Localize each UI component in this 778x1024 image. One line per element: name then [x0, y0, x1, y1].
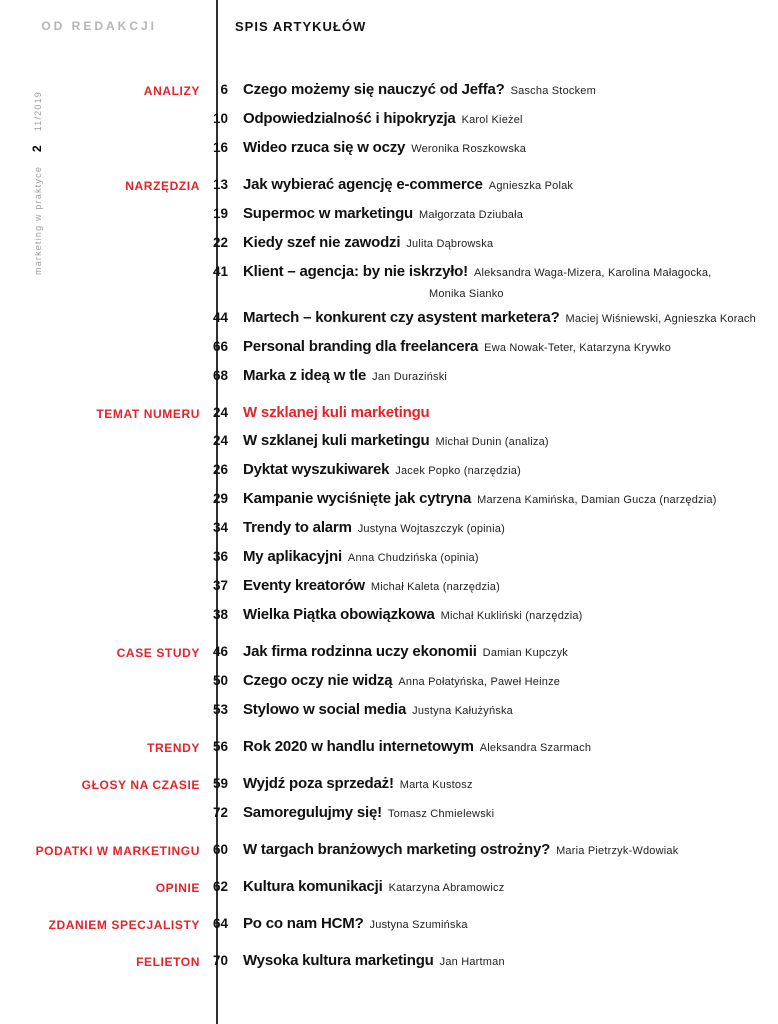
toc-entry [213, 775, 762, 794]
toc-section [0, 176, 762, 396]
entry-title: Trendy to alarm [243, 519, 352, 536]
toc-entry [213, 952, 762, 971]
toc-entry [213, 577, 762, 596]
entry-page-number: 36 [213, 549, 229, 564]
entry-authors: Weronika Roszkowska [411, 143, 527, 155]
toc-entry [213, 176, 762, 195]
section-label: CASE STUDY [116, 646, 200, 660]
entry-text [243, 205, 523, 224]
entry-page-number: 19 [213, 206, 229, 221]
entry-title: Po co nam HCM? [243, 915, 364, 932]
entry-page-number: 46 [213, 644, 229, 659]
spine-magazine-title: marketing w praktyce [33, 165, 43, 275]
entry-authors: Małgorzata Dziubała [419, 209, 524, 221]
toc-entry [213, 309, 762, 328]
entry-text [243, 548, 479, 567]
entry-page-number: 70 [213, 953, 229, 968]
entry-authors: Damian Kupczyk [482, 647, 569, 659]
toc-entry [213, 701, 762, 720]
entry-authors: Katarzyna Abramowicz [388, 882, 505, 894]
entry-page-number: 53 [213, 702, 229, 717]
toc-entry [213, 804, 762, 823]
entry-authors: Anna Chudzińska (opinia) [347, 552, 479, 564]
entry-title: W szklanej kuli marketingu [243, 404, 430, 421]
entry-text [243, 338, 671, 357]
entry-page-number: 62 [213, 879, 229, 894]
section-label: ANALIZY [143, 84, 200, 98]
entry-text [243, 367, 447, 386]
section-entries [213, 738, 762, 767]
entry-text [243, 490, 717, 509]
toc-entry [213, 672, 762, 691]
toc-section [0, 81, 762, 168]
toc-entry [213, 432, 762, 451]
entry-title: Wyjdź poza sprzedaż! [243, 775, 394, 792]
entry-text [243, 672, 560, 691]
entry-title: Martech – konkurent czy asystent marketera? [243, 309, 560, 326]
entry-title: Supermoc w marketingu [243, 205, 414, 222]
toc-entry [213, 548, 762, 567]
entry-authors: Michał Kukliński (narzędzia) [440, 610, 583, 622]
entry-page-number: 56 [213, 739, 229, 754]
toc-entry [213, 915, 762, 934]
section-entries [213, 952, 762, 981]
section-label: NARZĘDZIA [125, 179, 200, 193]
entry-text [243, 519, 505, 538]
entry-title: Samoregulujmy się! [243, 804, 382, 821]
entry-text [243, 404, 430, 422]
entry-title: Jak firma rodzinna uczy ekonomii [243, 643, 477, 660]
section-label: GŁOSY NA CZASIE [81, 778, 200, 792]
section-entries [213, 643, 762, 730]
entry-authors: Justyna Szumińska [369, 919, 468, 931]
toc-entry [213, 461, 762, 480]
table-of-contents [0, 81, 762, 989]
entry-page-number: 59 [213, 776, 229, 791]
entry-authors: Agnieszka Polak [488, 180, 574, 192]
toc-entry [213, 490, 762, 509]
section-label: PODATKI W MARKETINGU [35, 844, 200, 858]
entry-page-number: 44 [213, 310, 229, 325]
entry-authors: Julita Dąbrowska [406, 238, 494, 250]
entry-authors: Maciej Wiśniewski, Agnieszka Korach [565, 313, 756, 325]
entry-title: Czego oczy nie widzą [243, 672, 393, 689]
section-label: ZDANIEM SPECJALISTY [48, 918, 200, 932]
section-entries [213, 81, 762, 168]
toc-section [0, 915, 762, 944]
toc-entry [213, 139, 762, 158]
entry-page-number: 64 [213, 916, 229, 931]
section-entries [213, 878, 762, 907]
entry-title: Dyktat wyszukiwarek [243, 461, 390, 478]
entry-title: Wysoka kultura marketingu [243, 952, 434, 969]
entry-title: W szklanej kuli marketingu [243, 432, 430, 449]
section-entries [213, 775, 762, 833]
section-label: TRENDY [147, 741, 200, 755]
entry-text [243, 643, 568, 662]
section-header-od-redakcji: OD REDAKCJI [41, 19, 157, 33]
toc-section [0, 404, 762, 635]
entry-text [243, 263, 711, 303]
entry-text [243, 775, 473, 794]
entry-text [243, 176, 573, 195]
toc-entry [213, 110, 762, 129]
entry-page-number: 66 [213, 339, 229, 354]
section-label: OPINIE [155, 881, 200, 895]
entry-title: Odpowiedzialność i hipokryzja [243, 110, 456, 127]
entry-title: Personal branding dla freelancera [243, 338, 479, 355]
toc-entry [213, 263, 762, 303]
entry-text [243, 309, 756, 328]
entry-authors: Jan Duraziński [372, 371, 448, 383]
entry-authors: Marta Kustosz [399, 779, 473, 791]
entry-text [243, 432, 549, 451]
toc-section [0, 841, 762, 870]
toc-section [0, 952, 762, 981]
entry-authors-line2: Monika Sianko [429, 288, 504, 300]
spine-issue-number: 11/2019 [33, 91, 43, 132]
entry-page-number: 22 [213, 235, 229, 250]
entry-authors: Maria Pietrzyk-Wdowiak [556, 845, 679, 857]
entry-page-number: 24 [213, 405, 229, 420]
entry-text [243, 841, 678, 860]
entry-page-number: 50 [213, 673, 229, 688]
entry-text [243, 461, 521, 480]
toc-entry [213, 519, 762, 538]
toc-section [0, 878, 762, 907]
entry-title: W targach branżowych marketing ostrożny? [243, 841, 551, 858]
section-entries [213, 841, 762, 870]
entry-page-number: 29 [213, 491, 229, 506]
toc-entry [213, 738, 762, 757]
entry-page-number: 16 [213, 140, 229, 155]
entry-text [243, 234, 493, 253]
entry-authors: Aleksandra Waga-Mizera, Karolina Małagocka, [473, 267, 712, 279]
toc-entry [213, 367, 762, 386]
section-entries [213, 915, 762, 944]
entry-page-number: 37 [213, 578, 229, 593]
entry-text [243, 915, 468, 934]
entry-title: My aplikacyjni [243, 548, 342, 565]
entry-authors: Tomasz Chmielewski [387, 808, 495, 820]
entry-page-number: 60 [213, 842, 229, 857]
entry-title: Kiedy szef nie zawodzi [243, 234, 401, 251]
entry-authors: Ewa Nowak-Teter, Katarzyna Krywko [484, 342, 672, 354]
entry-page-number: 72 [213, 805, 229, 820]
entry-text [243, 701, 513, 720]
entry-title: Klient – agencja: by nie iskrzyło! [243, 263, 468, 280]
entry-title: Eventy kreatorów [243, 577, 365, 594]
entry-text [243, 952, 505, 971]
entry-text [243, 878, 504, 897]
section-label: FELIETON [136, 955, 200, 969]
entry-text [243, 804, 494, 823]
toc-entry [213, 205, 762, 224]
toc-entry [213, 81, 762, 100]
entry-title: Wielka Piątka obowiązkowa [243, 606, 435, 623]
entry-text [243, 606, 583, 625]
entry-page-number: 13 [213, 177, 229, 192]
entry-page-number: 34 [213, 520, 229, 535]
entry-page-number: 68 [213, 368, 229, 383]
toc-entry [213, 643, 762, 662]
entry-authors: Sascha Stockem [510, 85, 596, 97]
entry-page-number: 6 [220, 82, 228, 97]
toc-entry [213, 878, 762, 897]
entry-title: Stylowo w social media [243, 701, 407, 718]
section-label: TEMAT NUMERU [96, 407, 200, 421]
entry-title: Kultura komunikacji [243, 878, 383, 895]
spine-page-number: 2 [30, 145, 44, 152]
toc-entry [213, 841, 762, 860]
entry-authors: Michał Dunin (analiza) [435, 436, 549, 448]
entry-authors: Justyna Kałużyńska [412, 705, 513, 717]
entry-authors: Jan Hartman [439, 956, 505, 968]
entry-authors: Justyna Wojtaszczyk (opinia) [357, 523, 505, 535]
entry-title: Rok 2020 w handlu internetowym [243, 738, 474, 755]
entry-authors: Aleksandra Szarmach [479, 742, 592, 754]
entry-text [243, 577, 500, 596]
entry-title: Wideo rzuca się w oczy [243, 139, 406, 156]
entry-page-number: 26 [213, 462, 229, 477]
entry-page-number: 41 [213, 264, 229, 279]
entry-authors: Karol Kieżel [461, 114, 523, 126]
entry-authors: Jacek Popko (narzędzia) [395, 465, 521, 477]
entry-text [243, 81, 596, 100]
entry-title: Czego możemy się nauczyć od Jeffa? [243, 81, 505, 98]
toc-entry [213, 606, 762, 625]
page-title-spis-artykulow: SPIS ARTYKUŁÓW [235, 19, 367, 34]
entry-authors: Anna Połatyńska, Paweł Heinze [398, 676, 561, 688]
entry-page-number: 10 [213, 111, 229, 126]
toc-section [0, 775, 762, 833]
toc-entry [213, 338, 762, 357]
entry-authors: Michał Kaleta (narzędzia) [370, 581, 500, 593]
entry-text [243, 738, 591, 757]
section-entries [213, 404, 762, 635]
toc-entry [213, 404, 762, 422]
entry-title: Jak wybierać agencję e-commerce [243, 176, 483, 193]
toc-section [0, 738, 762, 767]
entry-text [243, 139, 526, 158]
toc-section [0, 643, 762, 730]
entry-authors: Marzena Kamińska, Damian Gucza (narzędzia) [477, 494, 717, 506]
entry-page-number: 38 [213, 607, 229, 622]
entry-page-number: 24 [213, 433, 229, 448]
entry-title: Kampanie wyciśnięte jak cytryna [243, 490, 472, 507]
section-entries [213, 176, 762, 396]
toc-entry [213, 234, 762, 253]
entry-text [243, 110, 523, 129]
entry-title: Marka z ideą w tle [243, 367, 367, 384]
